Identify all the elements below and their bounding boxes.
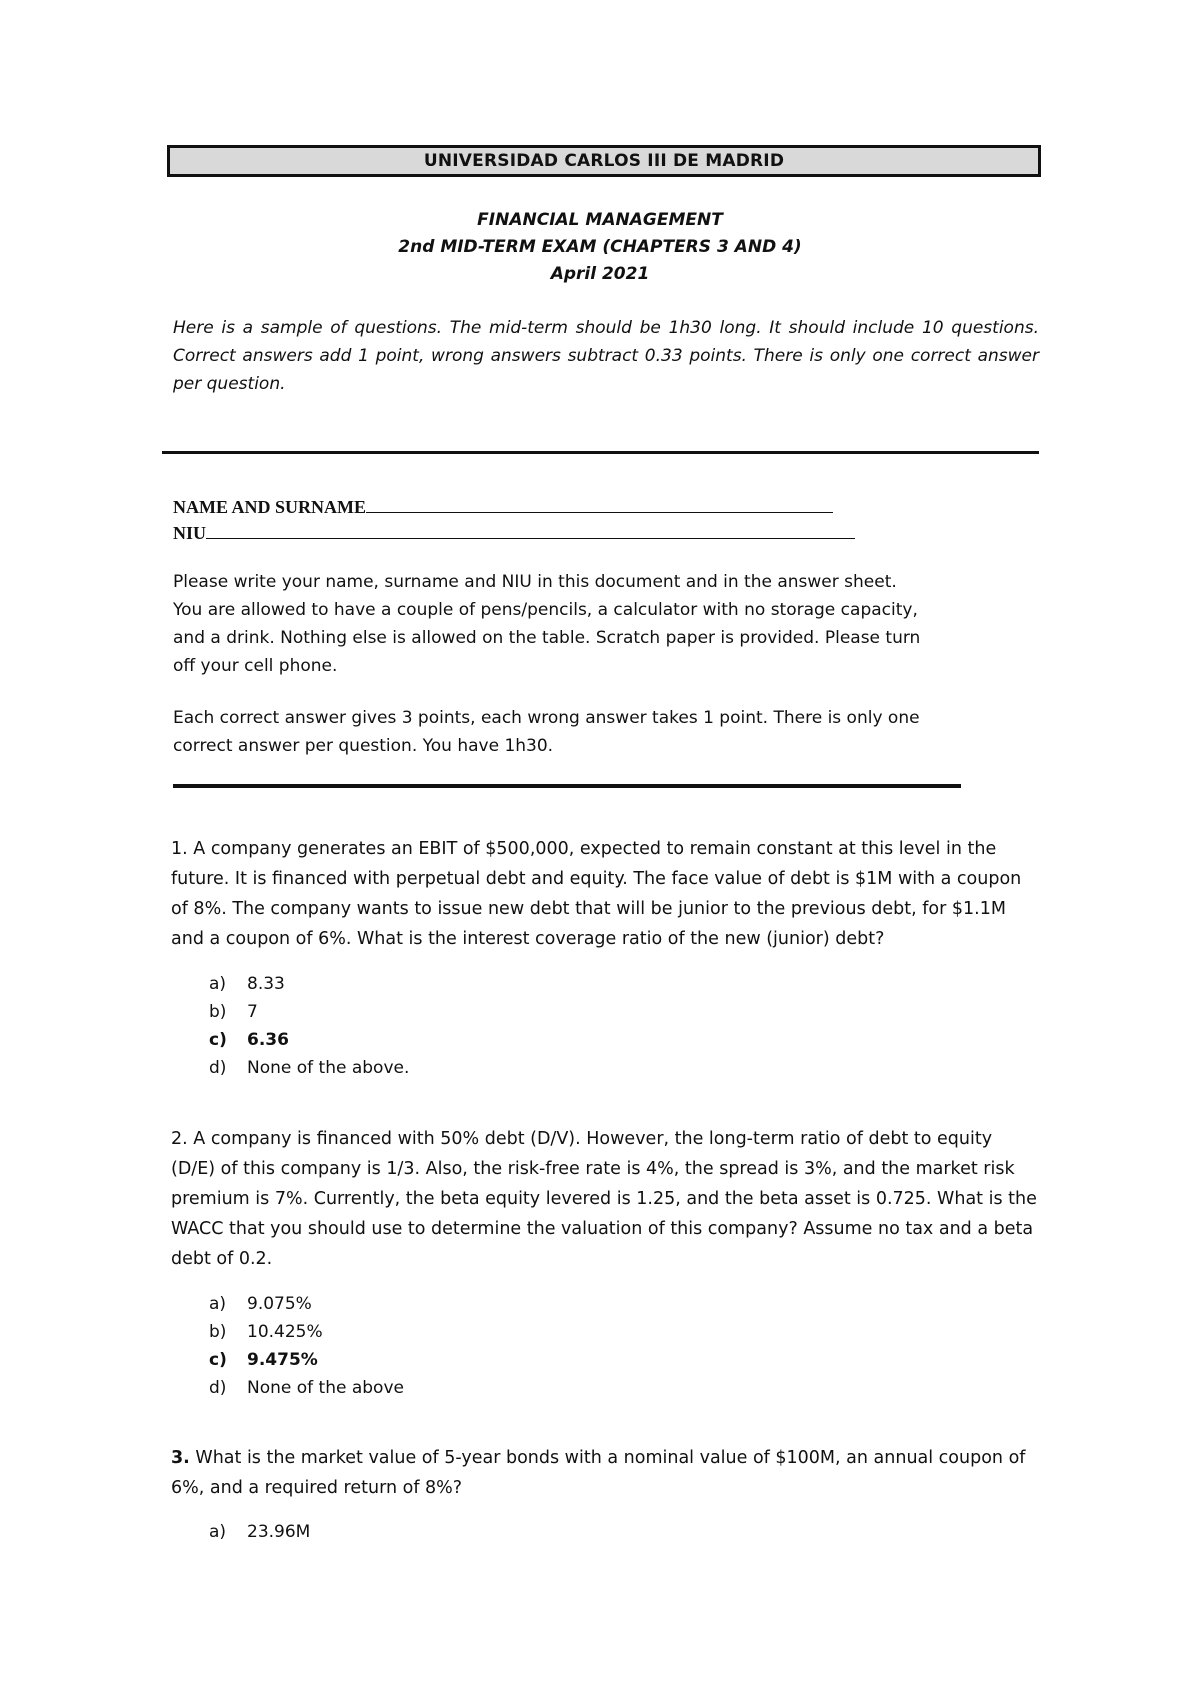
option-b[interactable]: b) 10.425% bbox=[209, 1322, 323, 1342]
university-title: UNIVERSIDAD CARLOS III DE MADRID bbox=[423, 151, 785, 171]
question-1 bbox=[171, 834, 1039, 954]
option-b[interactable]: b) 7 bbox=[209, 1002, 258, 1022]
instructions-paragraph-1 bbox=[173, 568, 1039, 680]
exam-title: 2nd MID-TERM EXAM (CHAPTERS 3 AND 4) bbox=[398, 237, 802, 257]
instructions-line: Each correct answer gives 3 points, each wrong answer takes 1 point. There is only one bbox=[173, 708, 920, 728]
exam-date: April 2021 bbox=[550, 264, 650, 284]
name-label: NAME AND SURNAME bbox=[173, 497, 366, 517]
option-a[interactable]: a) 9.075% bbox=[209, 1294, 312, 1314]
question-2 bbox=[171, 1124, 1039, 1274]
niu-field-row bbox=[173, 522, 855, 544]
divider-top bbox=[162, 451, 1039, 454]
option-c[interactable]: c) 9.475% bbox=[209, 1350, 318, 1370]
course-title: FINANCIAL MANAGEMENT bbox=[477, 210, 723, 230]
question-3-options bbox=[209, 1518, 310, 1546]
niu-label: NIU bbox=[173, 523, 207, 543]
instructions-line: Please write your name, surname and NIU in this document and in the answer sheet. bbox=[173, 572, 897, 592]
intro-paragraph: Here is a sample of questions. The mid-term should be 1h30 long. It should include 10 questions. Correct answers add 1 point, wrong answers subtract 0.33 points. There is only one correct answer per question. bbox=[173, 318, 1039, 394]
question-2-options bbox=[209, 1290, 404, 1402]
instructions-line: and a drink. Nothing else is allowed on the table. Scratch paper is provided. Please turn bbox=[173, 628, 921, 648]
option-d[interactable]: d) None of the above bbox=[209, 1378, 404, 1398]
instructions-paragraph-2 bbox=[173, 704, 1039, 760]
instructions-line: correct answer per question. You have 1h30. bbox=[173, 736, 554, 756]
name-field-row bbox=[173, 496, 833, 518]
university-title-box bbox=[167, 145, 1041, 177]
option-a[interactable]: a) 8.33 bbox=[209, 974, 285, 994]
option-d[interactable]: d) None of the above. bbox=[209, 1058, 410, 1078]
instructions-line: You are allowed to have a couple of pens/pencils, a calculator with no storage capacity, bbox=[173, 600, 918, 620]
question-number: 2. bbox=[171, 1129, 188, 1149]
question-3 bbox=[171, 1443, 1039, 1503]
divider-bottom bbox=[173, 784, 961, 788]
niu-input-line[interactable] bbox=[206, 522, 855, 539]
question-text: A company generates an EBIT of $500,000, expected to remain constant at this level in the future. It is financed with perpetual debt and equity. The face value of debt is $1M with a coupon of 8%. The company wants to issue new debt that will be junior to the previous debt, for $1.1M and a coupon of 6%. What is the interest coverage ratio of the new (junior) debt? bbox=[171, 839, 1022, 949]
option-c[interactable]: c) 6.36 bbox=[209, 1030, 289, 1050]
option-a[interactable]: a) 23.96M bbox=[209, 1522, 311, 1542]
question-text: A company is financed with 50% debt (D/V). However, the long-term ratio of debt to equity (D/E) of this company is 1/3. Also, the risk-free rate is 4%, the spread is 3%, and the market risk premium is 7%. Currently, the beta equity levered is 1.25, and the beta asset is 0.725. What is the WACC that you should use to determine the valuation of this company? Assume no tax and a beta debt of 0.2. bbox=[171, 1129, 1037, 1269]
question-number: 1. bbox=[171, 839, 188, 859]
question-number: 3. bbox=[171, 1448, 190, 1468]
name-input-line[interactable] bbox=[366, 496, 833, 513]
question-1-options bbox=[209, 970, 409, 1082]
instructions-line: off your cell phone. bbox=[173, 656, 338, 676]
question-text: What is the market value of 5-year bonds with a nominal value of $100M, an annual coupon of 6%, and a required return of 8%? bbox=[171, 1448, 1026, 1498]
